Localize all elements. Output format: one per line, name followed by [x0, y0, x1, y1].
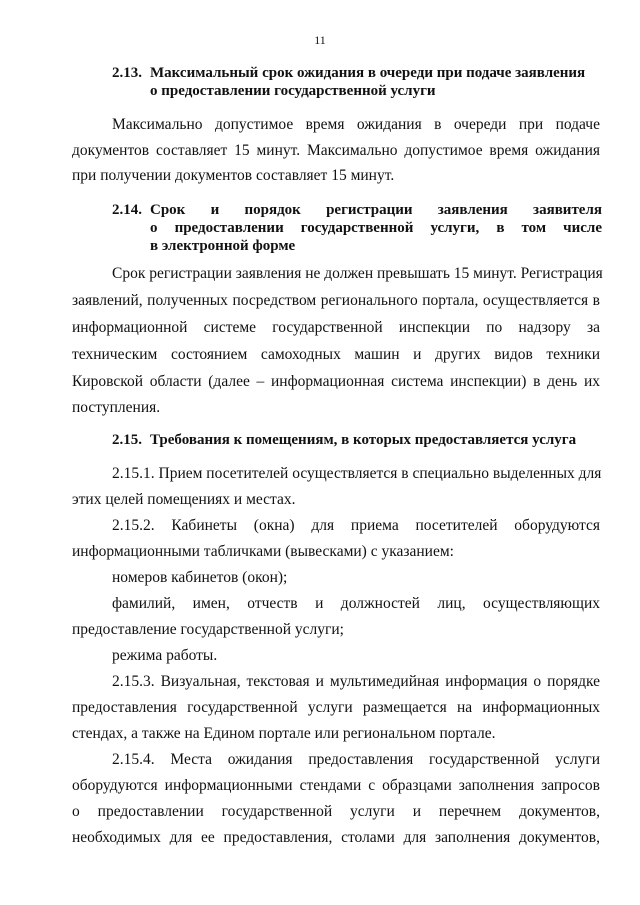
paragraph-line: Кировской области (далее – информационная система инспекции) в день их: [72, 373, 600, 390]
section-number: 2.13.: [112, 65, 142, 81]
paragraph-line: информационной системе государственной инспекции по надзору за: [72, 319, 600, 336]
paragraph-line: режима работы.: [112, 647, 218, 664]
paragraph-line: 2.15.3. Визуальная, текстовая и мультимедийная информация о порядке: [112, 673, 600, 690]
paragraph-line: документов составляет 15 минут. Максимально допустимое время ожидания: [72, 142, 600, 159]
paragraph-line: о предоставлении государственной услуги и перечнем документов,: [72, 803, 600, 820]
paragraph-line: заявлений, полученных посредством регионального портала, осуществляется в: [72, 292, 600, 309]
paragraph-line: стендах, а также на Едином портале или региональном портале.: [72, 725, 496, 742]
paragraph-line: Срок регистрации заявления не должен превышать 15 минут. Регистрация: [112, 265, 603, 282]
paragraph-line: фамилий, имен, отчеств и должностей лиц, осуществляющих: [112, 595, 600, 612]
paragraph-line: предоставления государственной услуги размещается на информационных: [72, 699, 600, 716]
paragraph-line: этих целей помещениях и местах.: [72, 491, 296, 508]
paragraph-line: 2.15.4. Места ожидания предоставления государственной услуги: [112, 751, 600, 768]
section-title-line: о предоставлении государственной услуги, в том числе: [150, 220, 602, 236]
paragraph-line: необходимых для ее предоставления, столами для заполнения документов,: [72, 829, 600, 846]
paragraph-line: 2.15.2. Кабинеты (окна) для приема посетителей оборудуются: [112, 517, 600, 534]
section-title-line: о предоставлении государственной услуги: [150, 83, 436, 99]
paragraph-line: предоставление государственной услуги;: [72, 621, 344, 638]
paragraph-line: поступления.: [72, 399, 161, 416]
section-number: 2.14.: [112, 202, 142, 218]
paragraph-line: информационными табличками (вывесками) с указанием:: [72, 543, 454, 560]
paragraph-line: Максимально допустимое время ожидания в очереди при подаче: [112, 116, 600, 133]
section-title-line: Срок и порядок регистрации заявления заявителя: [150, 202, 602, 218]
section-number: 2.15.: [112, 432, 142, 448]
section-title-line: Максимальный срок ожидания в очереди при подаче заявления: [150, 65, 586, 81]
paragraph-line: при получении документов составляет 15 минут.: [72, 167, 395, 184]
section-title-line: в электронной форме: [150, 238, 296, 254]
paragraph-line: номеров кабинетов (окон);: [112, 569, 288, 586]
paragraph-line: техническим состоянием самоходных машин и других видов техники: [72, 346, 600, 363]
paragraph-line: 2.15.1. Прием посетителей осуществляется в специально выделенных для: [112, 465, 602, 482]
paragraph-line: оборудуются информационными стендами с образцами заполнения запросов: [72, 777, 600, 794]
page-number: 11: [314, 33, 326, 47]
section-title-line: Требования к помещениям, в которых предоставляется услуга: [150, 432, 577, 448]
